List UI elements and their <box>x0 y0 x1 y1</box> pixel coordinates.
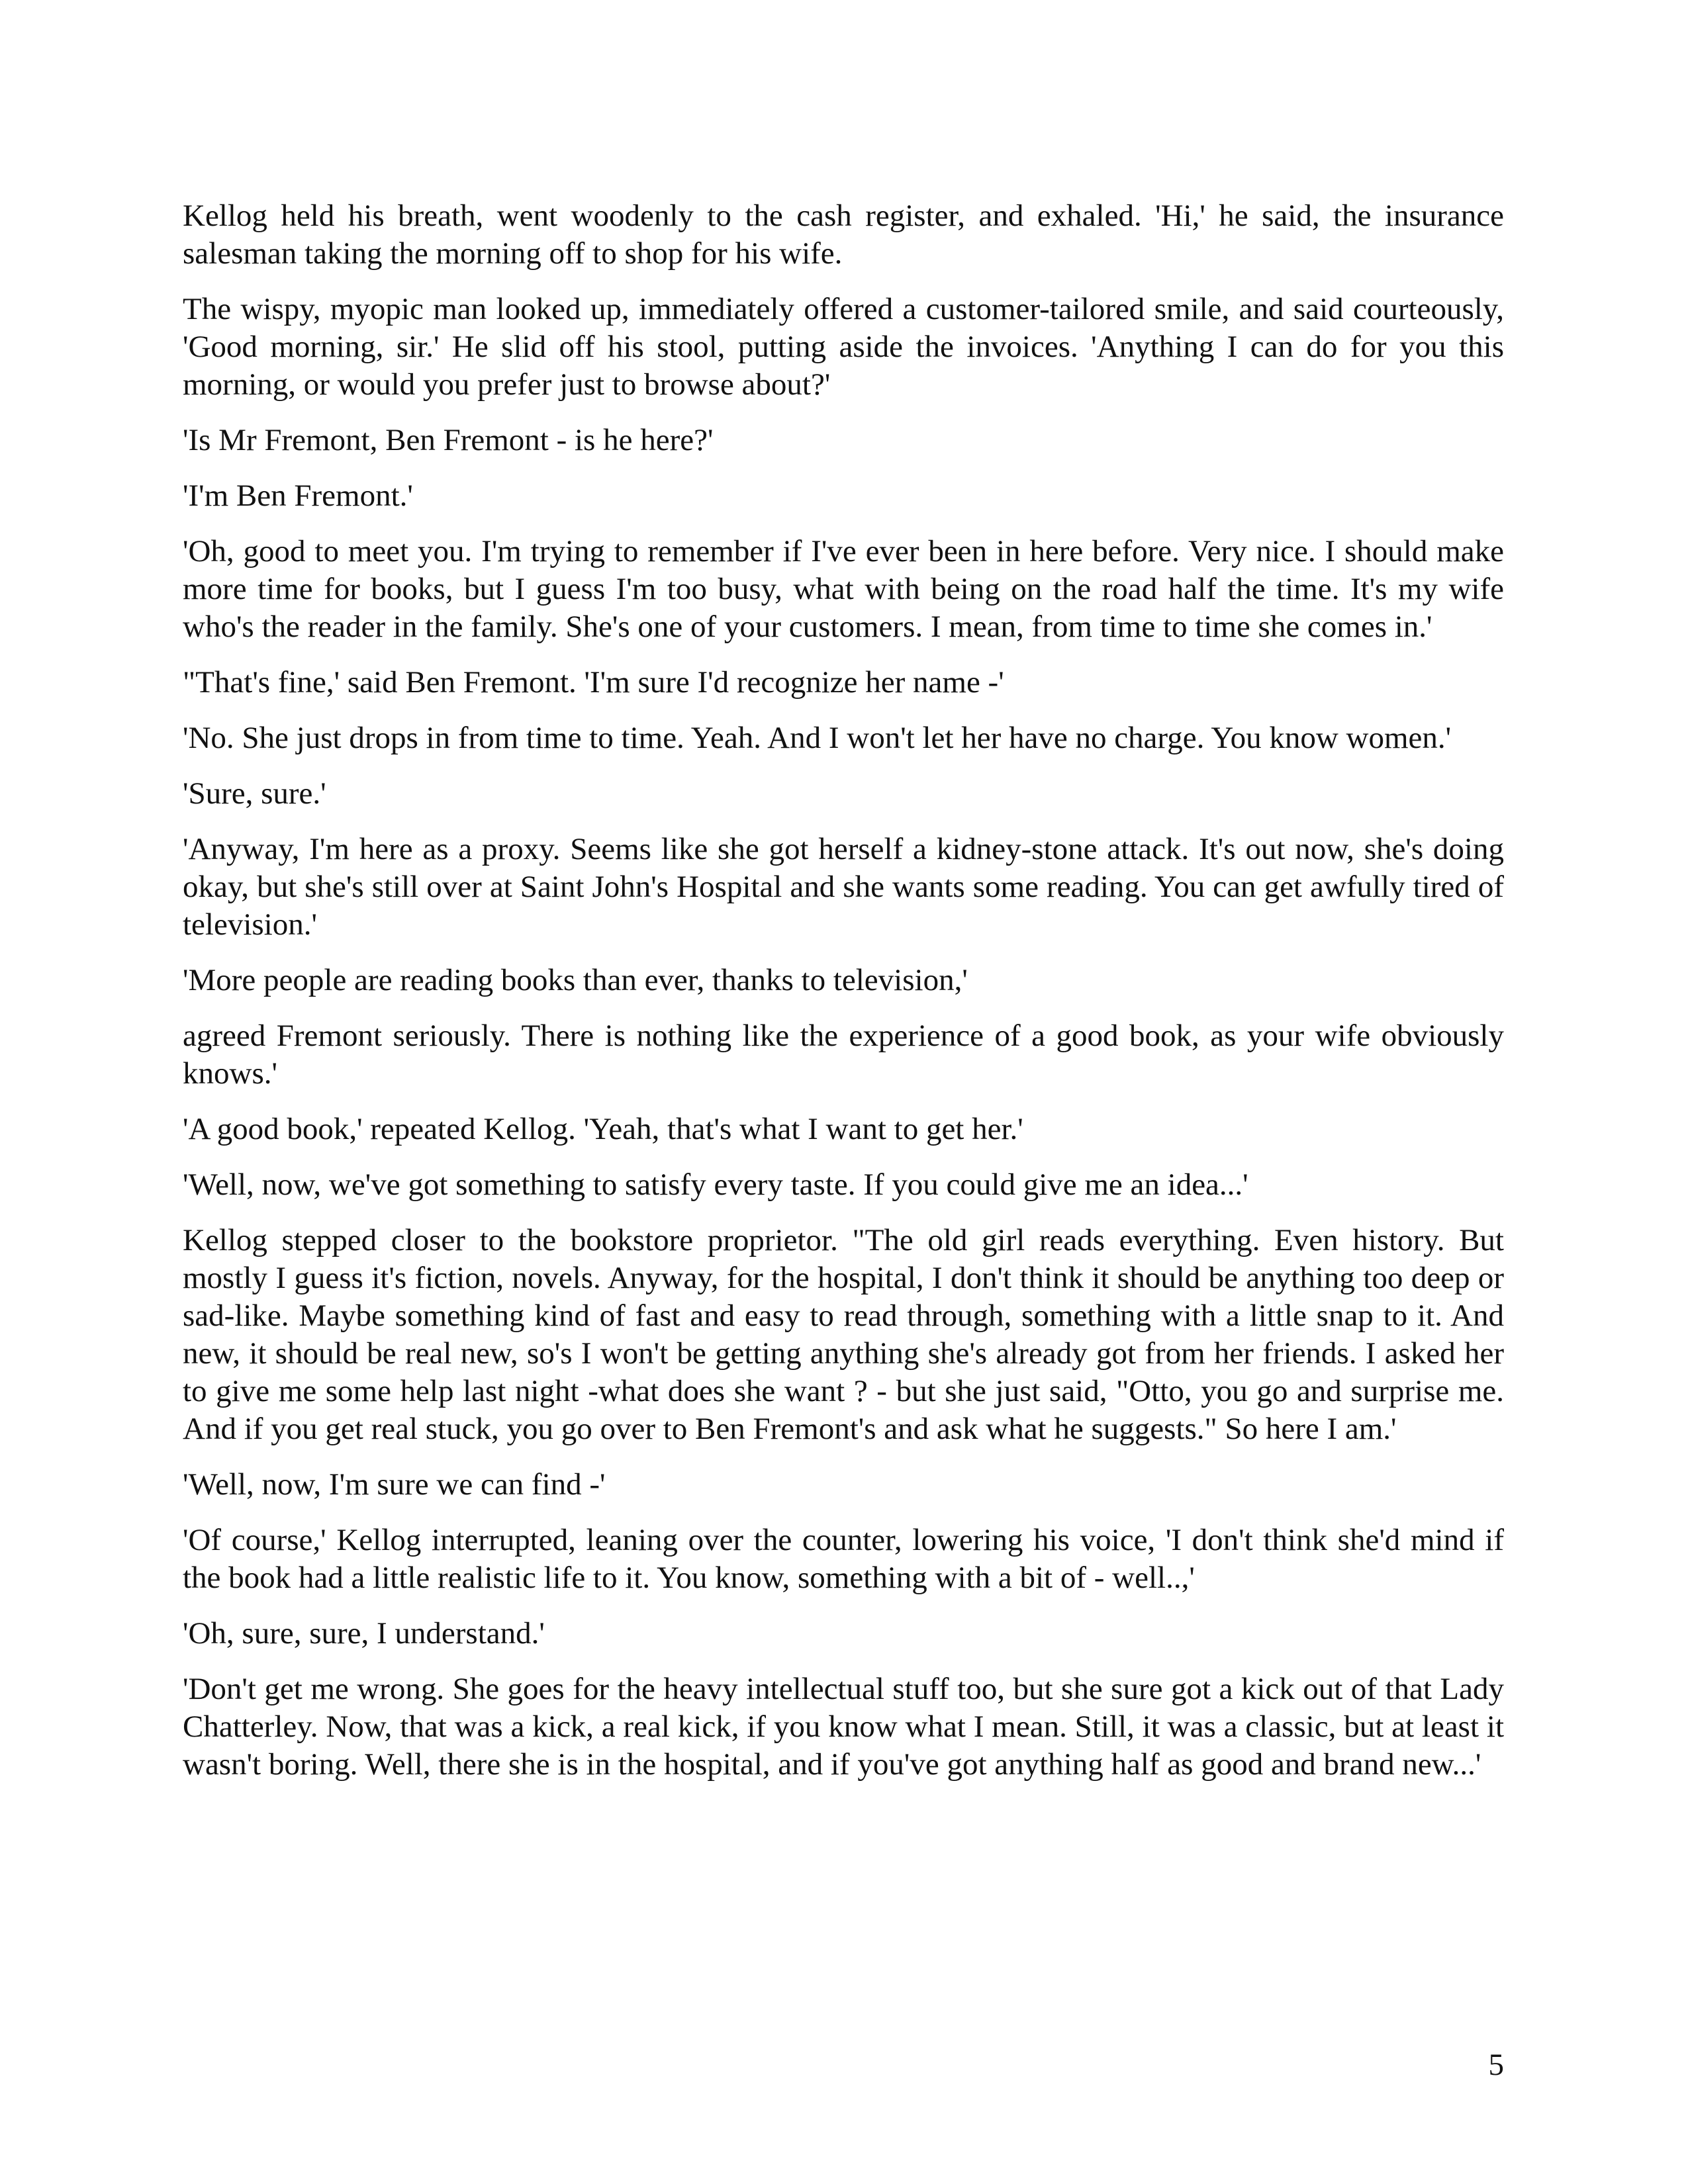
paragraph: 'Sure, sure.' <box>183 776 326 811</box>
paragraph: "That's fine,' said Ben Fremont. 'I'm sure I'd recognize her name -' <box>183 665 1004 700</box>
paragraph: 'Oh, good to meet you. I'm trying to remember if I've ever been in here before. Very nice. I should make more time for books, but I guess I'm too busy, what with being on the road half the time. It's my wife who's the reader in the family. She's one of your customers. I mean, from time to time she comes in.' <box>183 534 1504 644</box>
paragraph: The wispy, myopic man looked up, immediately offered a customer-tailored smile, and said courteously, 'Good morning, sir.' He slid off his stool, putting aside the invoices. 'Anything I can do for you this morning, or would you prefer just to browse about?' <box>183 292 1504 402</box>
paragraph: 'I'm Ben Fremont.' <box>183 478 413 513</box>
body-text <box>183 197 1504 1801</box>
paragraph: 'Well, now, I'm sure we can find -' <box>183 1467 606 1502</box>
paragraph: 'Well, now, we've got something to satisfy every taste. If you could give me an idea...' <box>183 1167 1248 1202</box>
paragraph: 'Don't get me wrong. She goes for the heavy intellectual stuff too, but she sure got a kick out of that Lady Chatterley. Now, that was a kick, a real kick, if you know what I mean. Still, it was a classic, but at least it wasn't boring. Well, there she is in the hospital, and if you've got anything half as good and brand new...' <box>183 1672 1504 1782</box>
paragraph: 'Is Mr Fremont, Ben Fremont - is he here?' <box>183 423 714 457</box>
paragraph: Kellog held his breath, went woodenly to the cash register, and exhaled. 'Hi,' he said, the insurance salesman taking the morning off to shop for his wife. <box>183 199 1504 271</box>
paragraph: 'More people are reading books than ever, thanks to television,' <box>183 963 968 997</box>
page-number: 5 <box>1488 2048 1504 2082</box>
paragraph: 'No. She just drops in from time to time. Yeah. And I won't let her have no charge. You know women.' <box>183 721 1452 755</box>
paragraph: 'A good book,' repeated Kellog. 'Yeah, that's what I want to get her.' <box>183 1112 1023 1146</box>
paragraph: agreed Fremont seriously. There is nothing like the experience of a good book, as your wife obviously knows.' <box>183 1019 1504 1091</box>
paragraph: 'Anyway, I'm here as a proxy. Seems like she got herself a kidney-stone attack. It's out now, she's doing okay, but she's still over at Saint John's Hospital and she wants some reading. You can get awfully tired of television.' <box>183 832 1504 942</box>
paragraph: 'Of course,' Kellog interrupted, leaning over the counter, lowering his voice, 'I don't think she'd mind if the book had a little realistic life to it. You know, something with a bit of - well..,' <box>183 1523 1504 1595</box>
paragraph: Kellog stepped closer to the bookstore proprietor. "The old girl reads everything. Even history. But mostly I guess it's fiction, novels. Anyway, for the hospital, I don't think it should be anything too deep or sad-like. Maybe something kind of fast and easy to read through, something with a little snap to it. And new, it should be real new, so's I won't be getting anything she's already got from her friends. I asked her to give me some help last night -what does she want ? - but she just said, "Otto, you go and surprise me. And if you get real stuck, you go over to Ben Fremont's and ask what he suggests." So here I am.' <box>183 1223 1504 1446</box>
paragraph: 'Oh, sure, sure, I understand.' <box>183 1616 545 1651</box>
